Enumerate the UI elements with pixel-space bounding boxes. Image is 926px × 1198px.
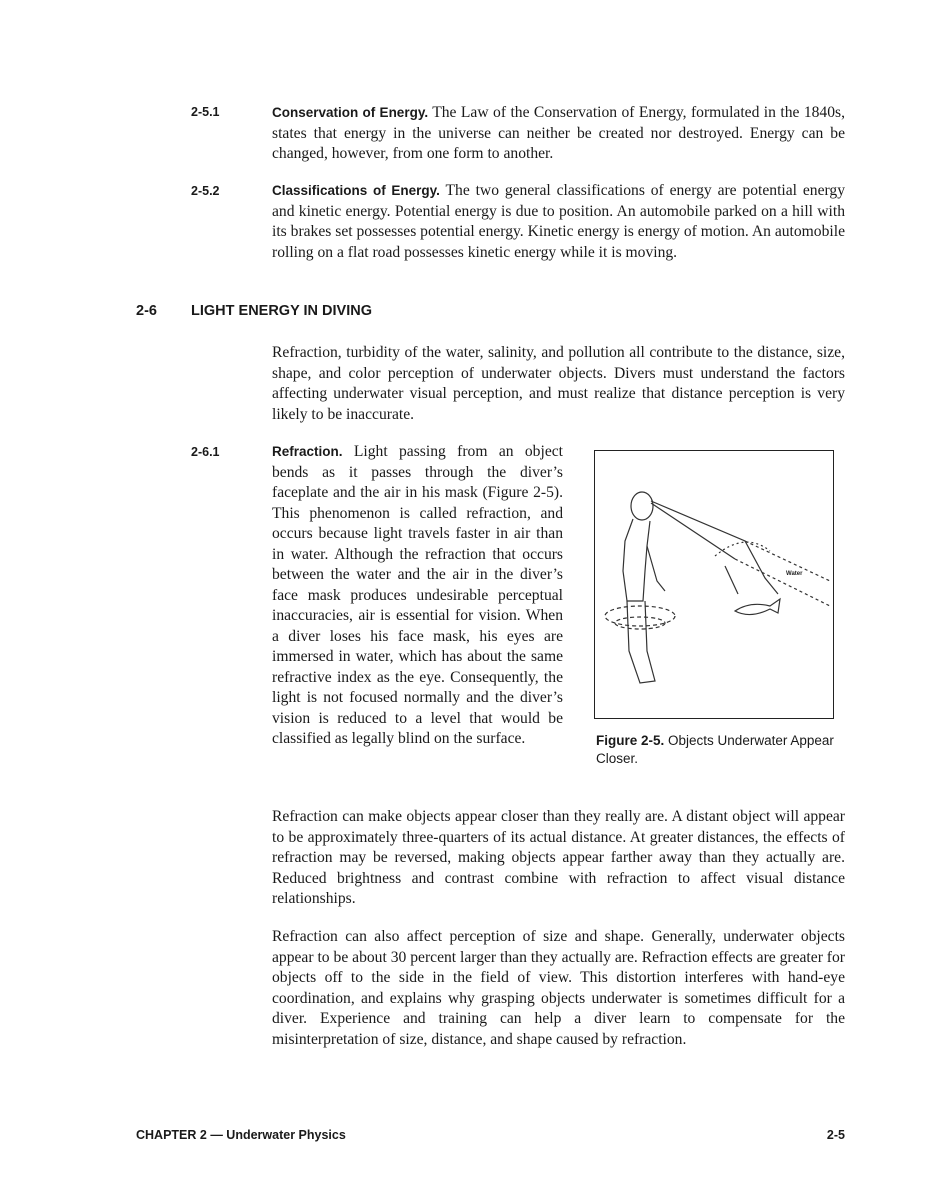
chapter-section-title: LIGHT ENERGY IN DIVING: [191, 303, 373, 319]
intro-paragraph: Refraction, turbidity of the water, salinity, and pollution all contribute to the distance, size, shape, and color perception of underwater objects. Divers must understand the factors affecting underwater visual perception, and must realize that distance perception is very likely to be inaccurate.: [272, 344, 845, 423]
body-paragraph: Refraction can make objects appear closer than they really are. A distant object will appear to be approximately three-quarters of its actual distance. At greater distances, the effects of refraction may be reversed, making objects appear farther away than they actually are. Reduced brightness and contrast combine with refraction to affect visual distance relationships.: [272, 808, 845, 907]
section-heading: Classifications of Energy.: [272, 183, 440, 198]
section-number: 2-6.1: [191, 445, 220, 459]
section-text: The two general classifications of energy are potential energy and kinetic energy. Potential energy is due to position. An automobile parked on a hill with its brakes set possesses potential energy. Kinetic energy is energy of motion. An automobile rolling on a flat road possesses kinetic energy while it is moving.: [272, 182, 846, 261]
body-shape: [623, 519, 650, 601]
body-paragraph: Refraction can also affect perception of size and shape. Generally, underwater objects appear to be about 30 percent larger than they actually are. Refraction effects are greater for objects off to the side in the field of view. This distortion interferes with hand-eye coordination, and explains why grasping objects underwater is sometimes difficult for a diver. Experience and training can help a diver learn to compensate for the misinterpretation of size, distance, and shape caused by refraction.: [272, 928, 845, 1048]
water-label: Water: [786, 571, 803, 577]
refraction-paragraph: [272, 442, 563, 750]
section-number: 2-5.1: [191, 105, 220, 119]
section-paragraph: [272, 181, 845, 263]
chapter-section-number: 2-6: [136, 303, 157, 319]
footer-page-number: 2-5: [826, 1128, 845, 1142]
footer-chapter: CHAPTER 2 — Underwater Physics: [136, 1128, 346, 1142]
section-paragraph: [272, 103, 845, 165]
fish-shape: [735, 599, 780, 615]
section-heading: Conservation of Energy.: [272, 105, 429, 120]
figure-caption: [596, 732, 836, 768]
section-heading: Refraction.: [272, 444, 343, 459]
section-text: Light passing from an object bends as it passes through the diver’s faceplate and the air in his mask (Figure 2-5). This phenomenon is called refraction, and occurs because light travels faster in air than in water. Although the refraction that occurs between the water and the air in the diver’s face mask produces undesirable perceptual inaccuracies, air is essential for vision. When a diver loses his face mask, his eyes are immersed in water, which has about the same refractive index as the eye. Consequently, the light is not focused normally and the diver’s vision is reduced to a level that would be classified as legally blind on the surface.: [272, 443, 563, 747]
diver-refraction-drawing: [595, 451, 832, 717]
legs-shape: [627, 601, 655, 683]
head-shape: [631, 492, 653, 520]
figure-label: Figure 2-5.: [596, 733, 665, 748]
figure-illustration: [594, 450, 834, 719]
section-text: The Law of the Conservation of Energy, formulated in the 1840s, states that energy in the universe can neither be created nor destroyed. Energy can be changed, however, from one form to another.: [272, 104, 845, 162]
figure-caption-text: Objects Underwater Appear Closer.: [596, 733, 834, 766]
section-number: 2-5.2: [191, 184, 220, 198]
